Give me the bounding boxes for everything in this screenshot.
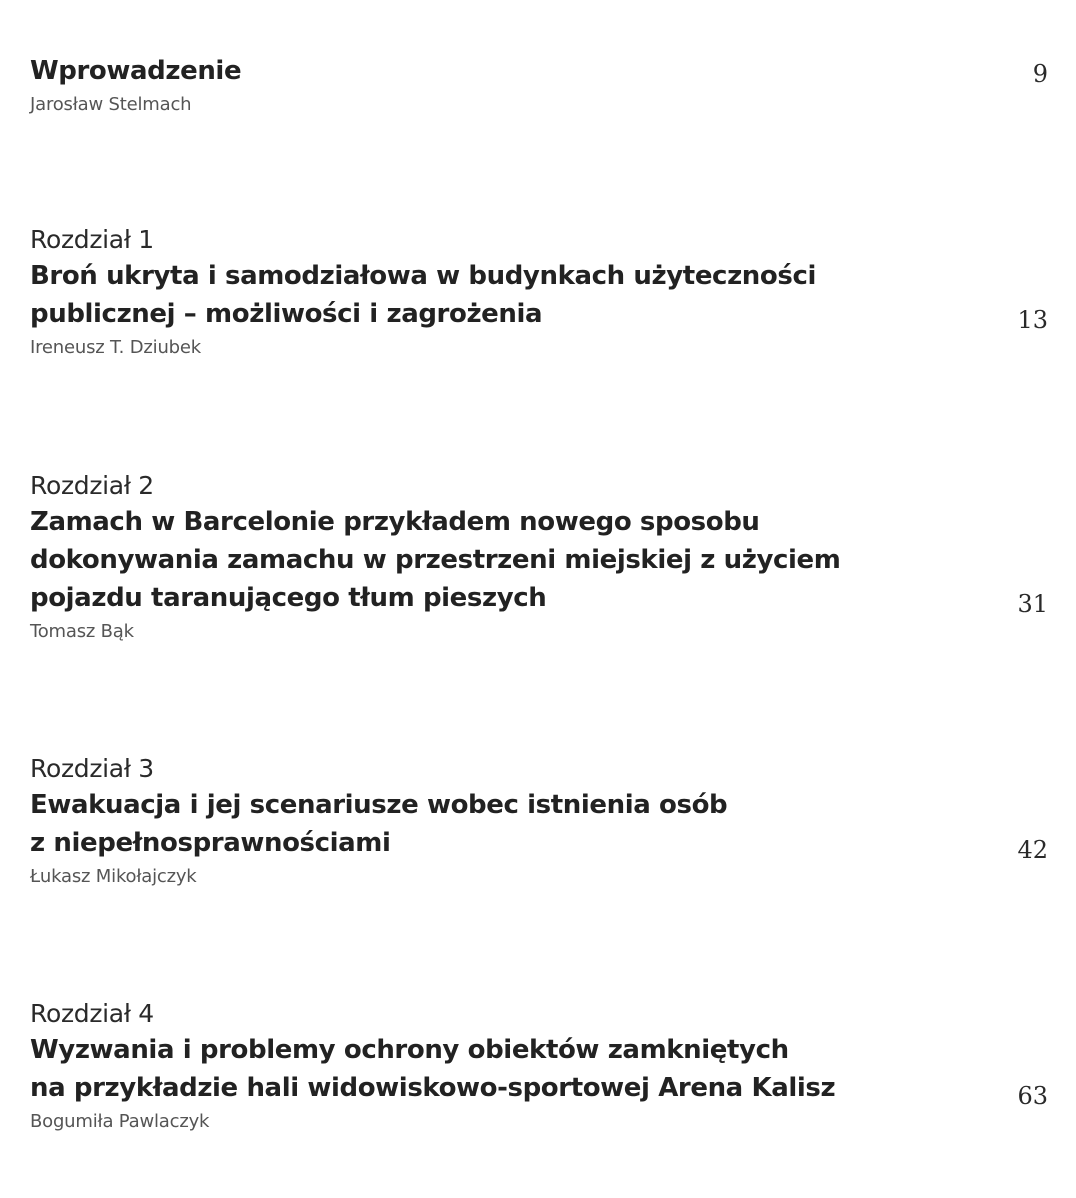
page-number: 13 [1017,306,1048,334]
entry-author: Jarosław Stelmach [30,94,192,115]
chapter-label: Rozdział 2 [30,471,154,500]
page-number: 31 [1017,590,1048,618]
toc-entry-chapter-3 [30,754,1030,890]
entry-author: Bogumiła Pawlaczyk [30,1111,210,1132]
entry-author: Tomasz Bąk [30,621,134,642]
entry-title-line: Wyzwania i problemy ochrony obiektów zamkniętych [30,1035,789,1065]
entry-title-line: z niepełnosprawnościami [30,828,391,858]
entry-title-line: pojazdu taranującego tłum pieszych [30,583,547,613]
entry-title [30,1031,910,1107]
page-number: 42 [1017,836,1048,864]
chapter-label: Rozdział 1 [30,225,154,254]
entry-title-line: Ewakuacja i jej scenariusze wobec istnienia osób [30,790,728,820]
toc-entry-introduction [30,52,1030,118]
entry-title [30,503,910,617]
page-number: 63 [1017,1082,1048,1110]
toc-entry-chapter-1 [30,225,1030,361]
chapter-label: Rozdział 3 [30,754,154,783]
entry-title [30,52,910,90]
entry-title-line: Zamach w Barcelonie przykładem nowego sposobu [30,507,760,537]
entry-title-line: Broń ukryta i samodziałowa w budynkach użyteczności [30,261,816,291]
chapter-label: Rozdział 4 [30,999,154,1028]
entry-title [30,257,910,333]
entry-title-line: dokonywania zamachu w przestrzeni miejskiej z użyciem [30,545,841,575]
entry-title [30,786,910,862]
toc-entry-chapter-4 [30,999,1030,1135]
entry-title-block [30,52,1030,90]
entry-title-line: publicznej – możliwości i zagrożenia [30,299,543,329]
entry-title-line: Wprowadzenie [30,56,242,86]
entry-author: Ireneusz T. Dziubek [30,337,201,358]
entry-title-line: na przykładzie hali widowiskowo-sportowej Arena Kalisz [30,1073,836,1103]
toc-entry-chapter-2 [30,471,1030,645]
page-number: 9 [1032,60,1048,88]
entry-author: Łukasz Mikołajczyk [30,866,197,887]
